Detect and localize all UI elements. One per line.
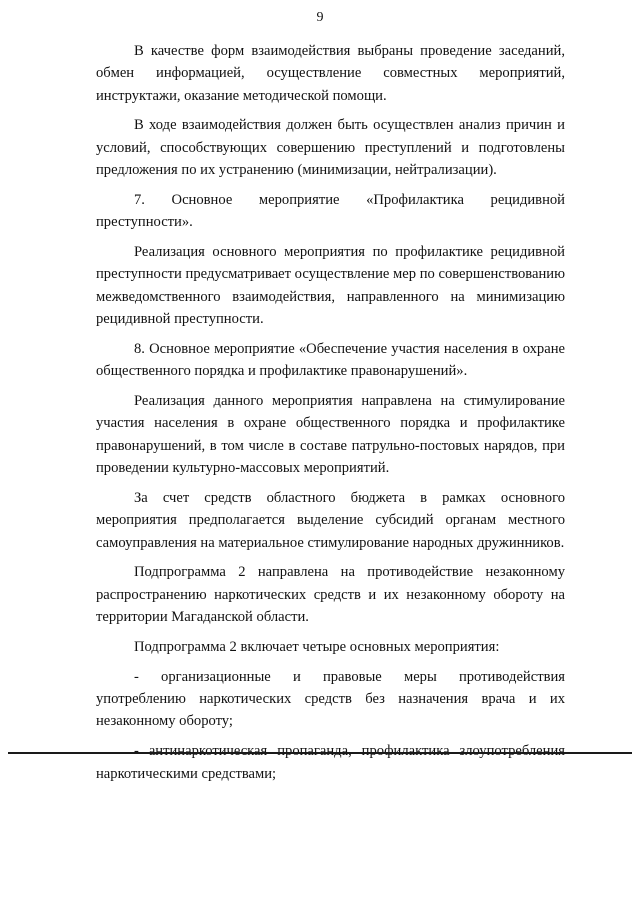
list-item-anti-drug-propaganda: - антинаркотическая пропаганда, профилактика злоупотребления наркотическими средствами; (96, 743, 565, 782)
paragraph-subprogram-2-includes: Подпрограмма 2 включает четыре основных мероприятия: (134, 638, 500, 655)
paragraph-measure-7-text: Реализация основного мероприятия по профилактике рецидивной преступности предусматривает осуществление мер по совершенствованию межведомственного взаимодействия, направленного на минимизацию рецидивной преступности. (96, 244, 565, 328)
paragraph-analysis: В ходе взаимодействия должен быть осуществлен анализ причин и условий, способствующих совершению преступлений и подготовлены предложения по их устранению (минимизации, нейтрализации). (96, 117, 565, 179)
paragraph-subprogram-2-purpose: Подпрограмма 2 направлена на противодействие незаконному распространению наркотических средств и их незаконному обороту на территории Магаданской области. (96, 564, 565, 625)
page-number: 9 (316, 10, 324, 25)
paragraph-interaction-forms: В качестве форм взаимодействия выбраны проведение заседаний, обмен информацией, осуществление совместных мероприятий, инструктажи, оказание методической помощи. (96, 43, 565, 104)
paragraph-budget-subsidies: За счет средств областного бюджета в рамках основного мероприятия предполагается выделение субсидий органам местного самоуправления на материальное стимулирование народных дружинников. (96, 489, 565, 551)
page-divider (8, 752, 632, 754)
list-item-organizational-measures: - организационные и правовые меры противодействия употреблению наркотических средств без назначения врача и их незаконному обороту; (96, 668, 565, 730)
paragraph-measure-7-heading: 7. Основное мероприятие «Профилактика рецидивной преступности». (96, 191, 565, 231)
paragraph-measure-8-text: Реализация данного мероприятия направлена на стимулирование участия населения в охране общественного порядка и профилактике правонарушений, в том числе в составе патрульно-постовых нарядов, при проведении культурно-массовых мероприятий. (96, 393, 565, 477)
paragraph-measure-8-heading: 8. Основное мероприятие «Обеспечение участия населения в охране общественного порядка и профилактике правонарушений». (96, 340, 565, 380)
document-body (96, 40, 565, 792)
